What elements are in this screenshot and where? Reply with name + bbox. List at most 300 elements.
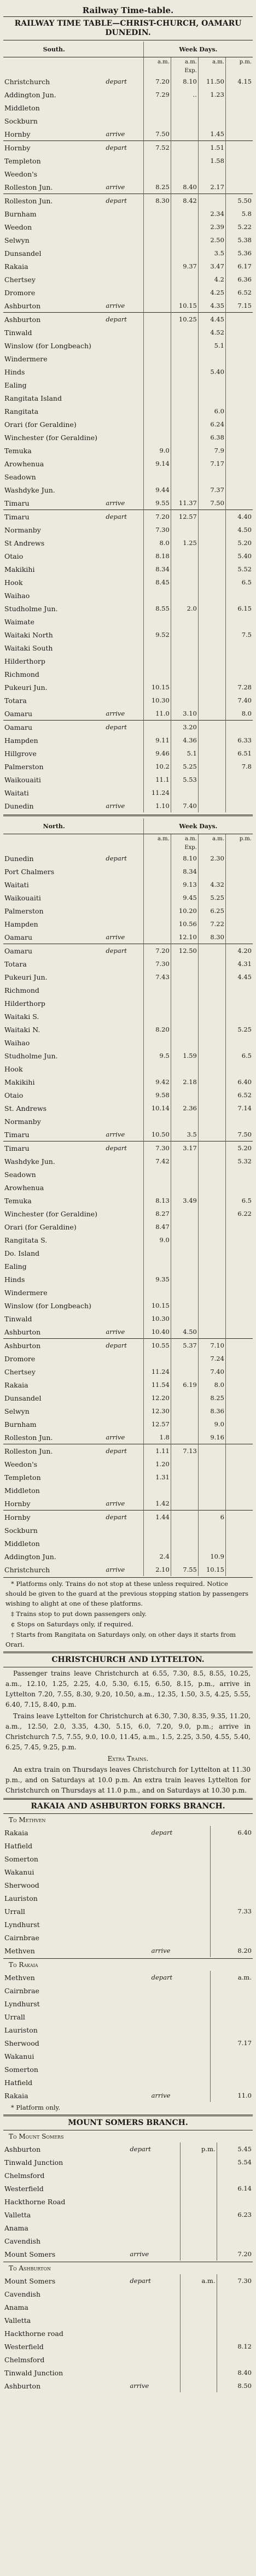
station-name: Oamaru xyxy=(4,709,33,718)
extra-trains-paragraph: An extra train on Thursdays leaves Christchurch for Lyttelton at 11.30 p.m., and on Saturdays at 10.0 p.m. An extra train leaves Lyttelton for Christchurch on Thursdays at 11.0 p.m., and on Saturdays at 10.30 p.m. xyxy=(5,1766,251,1794)
time-cell: 6.24 xyxy=(198,418,225,431)
arr-dep-label xyxy=(104,576,143,589)
time-cell: 11.37 xyxy=(171,496,198,510)
time-cell xyxy=(225,313,253,326)
time-cell xyxy=(198,760,225,773)
time-cell: 6 xyxy=(198,1511,225,1524)
time-cell xyxy=(143,405,171,418)
arr-dep-label xyxy=(104,997,143,1010)
arr-dep-label: depart xyxy=(104,313,143,326)
time-cell: 6.5 xyxy=(225,1194,253,1207)
time-cell xyxy=(198,1102,225,1115)
time-cell xyxy=(198,536,225,549)
week-days-heading: Week Days. xyxy=(143,42,253,57)
time-cell xyxy=(171,1286,198,1299)
arr-dep-label xyxy=(104,457,143,470)
time-cell xyxy=(143,233,171,247)
time-cell xyxy=(171,1246,198,1260)
table-row xyxy=(3,1550,253,1563)
table-row xyxy=(3,799,253,812)
table-row xyxy=(3,1246,253,1260)
station-name: Tinwald xyxy=(4,1314,32,1323)
time-cell xyxy=(225,1378,253,1391)
table-row xyxy=(3,878,253,891)
arr-dep-label: arrive xyxy=(106,1566,125,1573)
station-name: Oamaru xyxy=(3,721,104,734)
station-name: Winslow (for Longbeach) xyxy=(4,341,91,350)
time-cell xyxy=(225,1181,253,1194)
arr-dep-label: arrive xyxy=(106,302,125,309)
table-row xyxy=(3,1839,253,1852)
time-cell xyxy=(198,563,225,576)
table-row xyxy=(3,1563,253,1576)
time-cell xyxy=(225,721,253,734)
time-cell xyxy=(211,2023,253,2036)
arr-dep-label xyxy=(129,2287,180,2300)
time-cell: 4.31 xyxy=(225,957,253,970)
arr-dep-label xyxy=(104,1524,143,1537)
time-cell xyxy=(198,1299,225,1312)
table-row xyxy=(3,2234,253,2247)
time-cell xyxy=(225,326,253,339)
divider xyxy=(3,1813,253,1814)
time-cell xyxy=(198,1010,225,1023)
time-cell xyxy=(181,2234,217,2247)
spacer xyxy=(3,66,104,75)
table-row xyxy=(3,101,253,114)
time-cell xyxy=(198,1233,225,1246)
ampm-label: p.m. xyxy=(225,834,253,844)
station-name: Rangitata Island xyxy=(4,394,62,402)
south-timetable xyxy=(3,42,253,812)
time-cell: 9.58 xyxy=(143,1088,171,1102)
table-row xyxy=(3,1918,253,1931)
table-row xyxy=(3,1457,253,1471)
arr-dep-label xyxy=(150,2010,211,2023)
arr-dep-label xyxy=(104,865,143,878)
arr-dep-label xyxy=(129,2327,180,2340)
time-cell xyxy=(171,247,198,260)
time-cell xyxy=(171,983,198,997)
time-cell xyxy=(225,114,253,127)
time-cell xyxy=(198,786,225,799)
arr-dep-label: depart xyxy=(104,1339,143,1353)
arr-dep-label xyxy=(104,273,143,286)
main-title: RAILWAY TIME TABLE—CHRIST-CHURCH, OAMARU DUNEDIN. xyxy=(14,19,242,37)
time-cell xyxy=(181,2156,217,2169)
arr-dep-label: depart xyxy=(104,510,143,524)
time-cell xyxy=(143,391,171,405)
time-cell xyxy=(225,668,253,681)
time-cell xyxy=(225,365,253,378)
time-cell xyxy=(198,589,225,602)
column-subheading xyxy=(143,66,171,75)
time-cell xyxy=(143,1537,171,1550)
time-cell xyxy=(225,1115,253,1128)
time-cell xyxy=(181,2287,217,2300)
time-cell: 10.56 xyxy=(171,917,198,930)
table-row xyxy=(3,1944,253,1957)
time-cell xyxy=(171,167,198,180)
time-cell: 1.31 xyxy=(143,1471,171,1484)
time-cell xyxy=(171,418,198,431)
arr-dep-label xyxy=(104,694,143,707)
time-cell xyxy=(198,1220,225,1233)
time-cell xyxy=(171,1220,198,1233)
station-name: Hornby xyxy=(3,1511,104,1524)
time-cell xyxy=(198,707,225,721)
station-name: Middleton xyxy=(4,103,40,112)
table-row xyxy=(3,2156,253,2169)
arr-dep-label: arrive xyxy=(106,1433,125,1441)
time-cell xyxy=(198,470,225,483)
station-name: Waitaki North xyxy=(4,630,53,639)
time-cell xyxy=(225,1471,253,1484)
time-cell: 11.24 xyxy=(143,1365,171,1378)
time-cell: 11.54 xyxy=(143,1378,171,1391)
arr-dep-label: depart xyxy=(104,1511,143,1524)
station-name: Waitaki N. xyxy=(4,1025,40,1034)
time-cell xyxy=(211,1892,253,1905)
arr-dep-label xyxy=(104,1102,143,1115)
time-cell: 4.15 xyxy=(225,75,253,88)
time-cell: 6.36 xyxy=(225,273,253,286)
time-cell xyxy=(143,470,171,483)
time-cell xyxy=(225,904,253,917)
arr-dep-label xyxy=(104,326,143,339)
divider xyxy=(3,1652,253,1653)
time-cell xyxy=(225,457,253,470)
time-cell xyxy=(198,1273,225,1286)
station-name: Winchester (for Geraldine) xyxy=(4,1209,98,1218)
station-name: Hook xyxy=(4,578,23,587)
time-cell xyxy=(198,1141,225,1155)
arr-dep-label xyxy=(104,88,143,101)
time-cell: 6.22 xyxy=(225,1207,253,1220)
time-cell xyxy=(198,747,225,760)
table-row xyxy=(3,1325,253,1339)
time-cell: 11.0 xyxy=(211,2089,253,2102)
time-cell xyxy=(225,391,253,405)
time-cell xyxy=(217,2327,253,2340)
station-name: Waihao xyxy=(4,1038,30,1047)
time-cell: 7.5 xyxy=(225,628,253,641)
time-cell xyxy=(198,576,225,589)
arr-dep-label xyxy=(150,1839,211,1852)
station-name: Rolleston Jun. xyxy=(3,194,104,208)
time-cell xyxy=(143,286,171,299)
table-row xyxy=(3,405,253,418)
time-cell xyxy=(217,2221,253,2234)
time-cell: 6.19 xyxy=(171,1378,198,1391)
table-row xyxy=(3,760,253,773)
arr-dep-label: arrive xyxy=(130,2382,149,2390)
arr-dep-label: arrive xyxy=(106,1131,125,1138)
time-cell: 8.42 xyxy=(171,194,198,208)
time-cell xyxy=(225,1563,253,1576)
time-cell: 3.49 xyxy=(171,1194,198,1207)
time-cell xyxy=(211,1984,253,1997)
arr-dep-label xyxy=(104,339,143,352)
time-cell xyxy=(143,299,171,313)
station-name: Hackthorne road xyxy=(4,2329,63,2338)
arr-dep-label xyxy=(104,1418,143,1431)
time-cell: 7.17 xyxy=(211,2036,253,2050)
station-name: Arowhenua xyxy=(4,1183,44,1192)
time-cell xyxy=(198,1497,225,1511)
time-cell xyxy=(225,1431,253,1444)
station-name: Tinwald Junction xyxy=(4,2368,63,2377)
time-cell xyxy=(198,167,225,180)
time-cell: 1.10 xyxy=(143,799,171,812)
time-cell xyxy=(225,1352,253,1365)
time-cell xyxy=(198,1194,225,1207)
station-name: Rakaia xyxy=(4,2091,28,2100)
table-row xyxy=(3,339,253,352)
station-name: Rakaia xyxy=(4,1828,28,1837)
rakaia-branch-title: RAKAIA AND ASHBURTON FORKS BRANCH. xyxy=(31,1802,225,1811)
table-row xyxy=(3,694,253,707)
time-cell xyxy=(143,1484,171,1497)
arr-dep-label xyxy=(104,1550,143,1563)
table-row xyxy=(3,970,253,983)
time-cell xyxy=(225,1365,253,1378)
time-cell: 7.40 xyxy=(198,1365,225,1378)
time-cell xyxy=(181,2182,217,2195)
table-row xyxy=(3,1444,253,1458)
arr-dep-label xyxy=(150,2050,211,2063)
station-name: Waitaki S. xyxy=(4,1012,39,1021)
station-name: Weedon's xyxy=(4,1460,38,1468)
station-name: Urrall xyxy=(4,1907,25,1916)
arr-dep-label xyxy=(104,1471,143,1484)
arr-dep-label xyxy=(129,2208,180,2221)
table-row xyxy=(3,365,253,378)
time-cell: 1.25 xyxy=(171,536,198,549)
time-cell xyxy=(171,1062,198,1075)
footnotes xyxy=(3,1579,253,1649)
table-row xyxy=(3,247,253,260)
table-row xyxy=(3,2221,253,2234)
arr-dep-label xyxy=(104,628,143,641)
time-cell: 8.25 xyxy=(198,1391,225,1404)
arr-dep-label xyxy=(104,260,143,273)
time-cell xyxy=(171,1181,198,1194)
station-name: Templeton xyxy=(4,156,41,165)
arr-dep-label xyxy=(150,2076,211,2089)
table-row xyxy=(3,1892,253,1905)
table-row xyxy=(3,114,253,127)
time-cell: 5.32 xyxy=(225,1155,253,1168)
time-cell: 3.20 xyxy=(171,721,198,734)
station-name: Seadown xyxy=(4,472,36,481)
table-row xyxy=(3,1023,253,1036)
time-cell: 8.0 xyxy=(143,536,171,549)
station-name: Valletta xyxy=(4,2316,31,2325)
time-cell xyxy=(171,1115,198,1128)
time-cell xyxy=(198,1155,225,1168)
time-cell: 8.55 xyxy=(143,602,171,615)
time-cell: 10.15 xyxy=(143,681,171,694)
table-row xyxy=(3,299,253,313)
table-row xyxy=(3,286,253,299)
station-name: Orari (for Geraldine) xyxy=(4,420,77,429)
time-cell xyxy=(225,1444,253,1458)
time-cell: 7.8 xyxy=(225,760,253,773)
arr-dep-label xyxy=(104,1062,143,1075)
table-row xyxy=(3,1010,253,1023)
arr-dep-label xyxy=(104,431,143,444)
time-cell: 3.10 xyxy=(171,707,198,721)
time-cell xyxy=(225,1524,253,1537)
table-row xyxy=(3,997,253,1010)
time-cell xyxy=(143,1524,171,1537)
time-cell xyxy=(171,1431,198,1444)
arr-dep-label xyxy=(104,418,143,431)
time-cell: 8.50 xyxy=(217,2379,253,2392)
time-cell: 6.52 xyxy=(225,286,253,299)
table-row xyxy=(3,2340,253,2353)
time-cell xyxy=(143,1036,171,1049)
table-row xyxy=(3,628,253,641)
arr-dep-label xyxy=(104,615,143,628)
table-row xyxy=(3,1036,253,1049)
table-row xyxy=(3,1220,253,1233)
station-name: Hook xyxy=(4,1064,23,1073)
station-name: Hilderthorp xyxy=(4,657,45,665)
table-row xyxy=(3,1273,253,1286)
time-cell xyxy=(198,523,225,536)
table-row xyxy=(3,1155,253,1168)
station-name: Hatfield xyxy=(4,2078,33,2087)
station-name: Addington Jun. xyxy=(4,1552,56,1561)
time-cell: 10.15 xyxy=(143,1299,171,1312)
time-cell xyxy=(198,615,225,628)
arr-dep-label xyxy=(104,247,143,260)
station-name: Hampden xyxy=(4,920,38,928)
arr-dep-label xyxy=(150,1918,211,1931)
footnote: * Platforms only. Trains do not stop at these unless required. Notice should be given to the guard at the previous stopping station by passengers wishing to alight at one of these platforms. xyxy=(5,1580,248,1607)
time-cell xyxy=(171,1299,198,1312)
time-cell: 6.38 xyxy=(198,431,225,444)
time-cell xyxy=(198,1128,225,1141)
table-row xyxy=(3,2314,253,2327)
time-cell xyxy=(171,997,198,1010)
station-name: Richmond xyxy=(4,986,39,994)
time-cell xyxy=(211,1865,253,1878)
time-cell: 12.57 xyxy=(143,1418,171,1431)
arr-dep-label: arrive xyxy=(106,130,125,138)
time-cell: p.m. xyxy=(181,2142,217,2156)
time-cell xyxy=(143,983,171,997)
time-cell xyxy=(217,2287,253,2300)
time-cell xyxy=(143,1181,171,1194)
to-ashburton-table xyxy=(3,2274,253,2392)
arr-dep-label xyxy=(129,2340,180,2353)
time-cell: 8.18 xyxy=(143,549,171,563)
time-cell xyxy=(225,1036,253,1049)
time-cell xyxy=(143,365,171,378)
station-name: Somerton xyxy=(4,2065,38,2074)
station-name: Hinds xyxy=(4,1275,25,1284)
table-row xyxy=(3,496,253,510)
time-cell xyxy=(225,101,253,114)
time-cell: 5.22 xyxy=(225,220,253,233)
station-name: Arowhenua xyxy=(4,459,44,468)
time-cell: 1.44 xyxy=(143,1511,171,1524)
time-cell xyxy=(171,549,198,563)
time-cell: 8.27 xyxy=(143,1207,171,1220)
station-name: Richmond xyxy=(4,670,39,678)
time-cell: 8.25 xyxy=(143,180,171,194)
time-cell: 2.39 xyxy=(198,220,225,233)
time-cell xyxy=(198,654,225,668)
time-cell xyxy=(198,983,225,997)
station-name: Dunsandel xyxy=(4,249,42,257)
time-cell: 8.0 xyxy=(225,707,253,721)
time-cell xyxy=(211,1852,253,1865)
time-cell xyxy=(225,1168,253,1181)
arr-dep-label xyxy=(104,747,143,760)
time-cell: 2.34 xyxy=(198,207,225,220)
time-cell xyxy=(198,997,225,1010)
time-cell xyxy=(171,1312,198,1325)
time-cell xyxy=(225,1339,253,1353)
time-cell: 5.25 xyxy=(198,891,225,904)
time-cell xyxy=(171,641,198,654)
time-cell: 9.0 xyxy=(198,1418,225,1431)
station-name: Selwyn xyxy=(4,236,30,244)
time-cell xyxy=(198,602,225,615)
time-cell xyxy=(225,930,253,944)
time-cell xyxy=(181,2366,217,2379)
time-cell xyxy=(143,352,171,365)
arr-dep-label xyxy=(104,1181,143,1194)
table-row xyxy=(3,549,253,563)
arr-dep-label: arrive xyxy=(106,183,125,191)
arr-dep-label xyxy=(104,1457,143,1471)
station-name: Oamaru xyxy=(4,933,33,941)
station-name: Hornby xyxy=(3,141,104,155)
time-cell xyxy=(198,1444,225,1458)
time-cell: 6.15 xyxy=(225,602,253,615)
spacer xyxy=(104,42,143,57)
table-row xyxy=(3,2366,253,2379)
arr-dep-label xyxy=(104,549,143,563)
time-cell xyxy=(171,154,198,167)
ampm-label: p.m. xyxy=(225,57,253,67)
time-cell xyxy=(143,1352,171,1365)
ampm-row xyxy=(3,57,253,67)
time-cell xyxy=(225,470,253,483)
station-name: Ashburton xyxy=(4,301,41,310)
time-cell: 7.14 xyxy=(225,1102,253,1115)
time-cell xyxy=(171,1471,198,1484)
table-row xyxy=(3,167,253,180)
arr-dep-label xyxy=(150,1878,211,1892)
table-row xyxy=(3,2010,253,2023)
time-cell xyxy=(171,628,198,641)
time-cell: 7.30 xyxy=(143,957,171,970)
arr-dep-label: arrive xyxy=(106,1500,125,1507)
arr-dep-label: depart xyxy=(106,78,127,85)
time-cell xyxy=(225,1537,253,1550)
time-cell xyxy=(181,2221,217,2234)
arr-dep-label xyxy=(104,391,143,405)
station-name: Waihao xyxy=(4,591,30,600)
table-row xyxy=(3,1128,253,1141)
station-name: Dromore xyxy=(4,1354,36,1363)
